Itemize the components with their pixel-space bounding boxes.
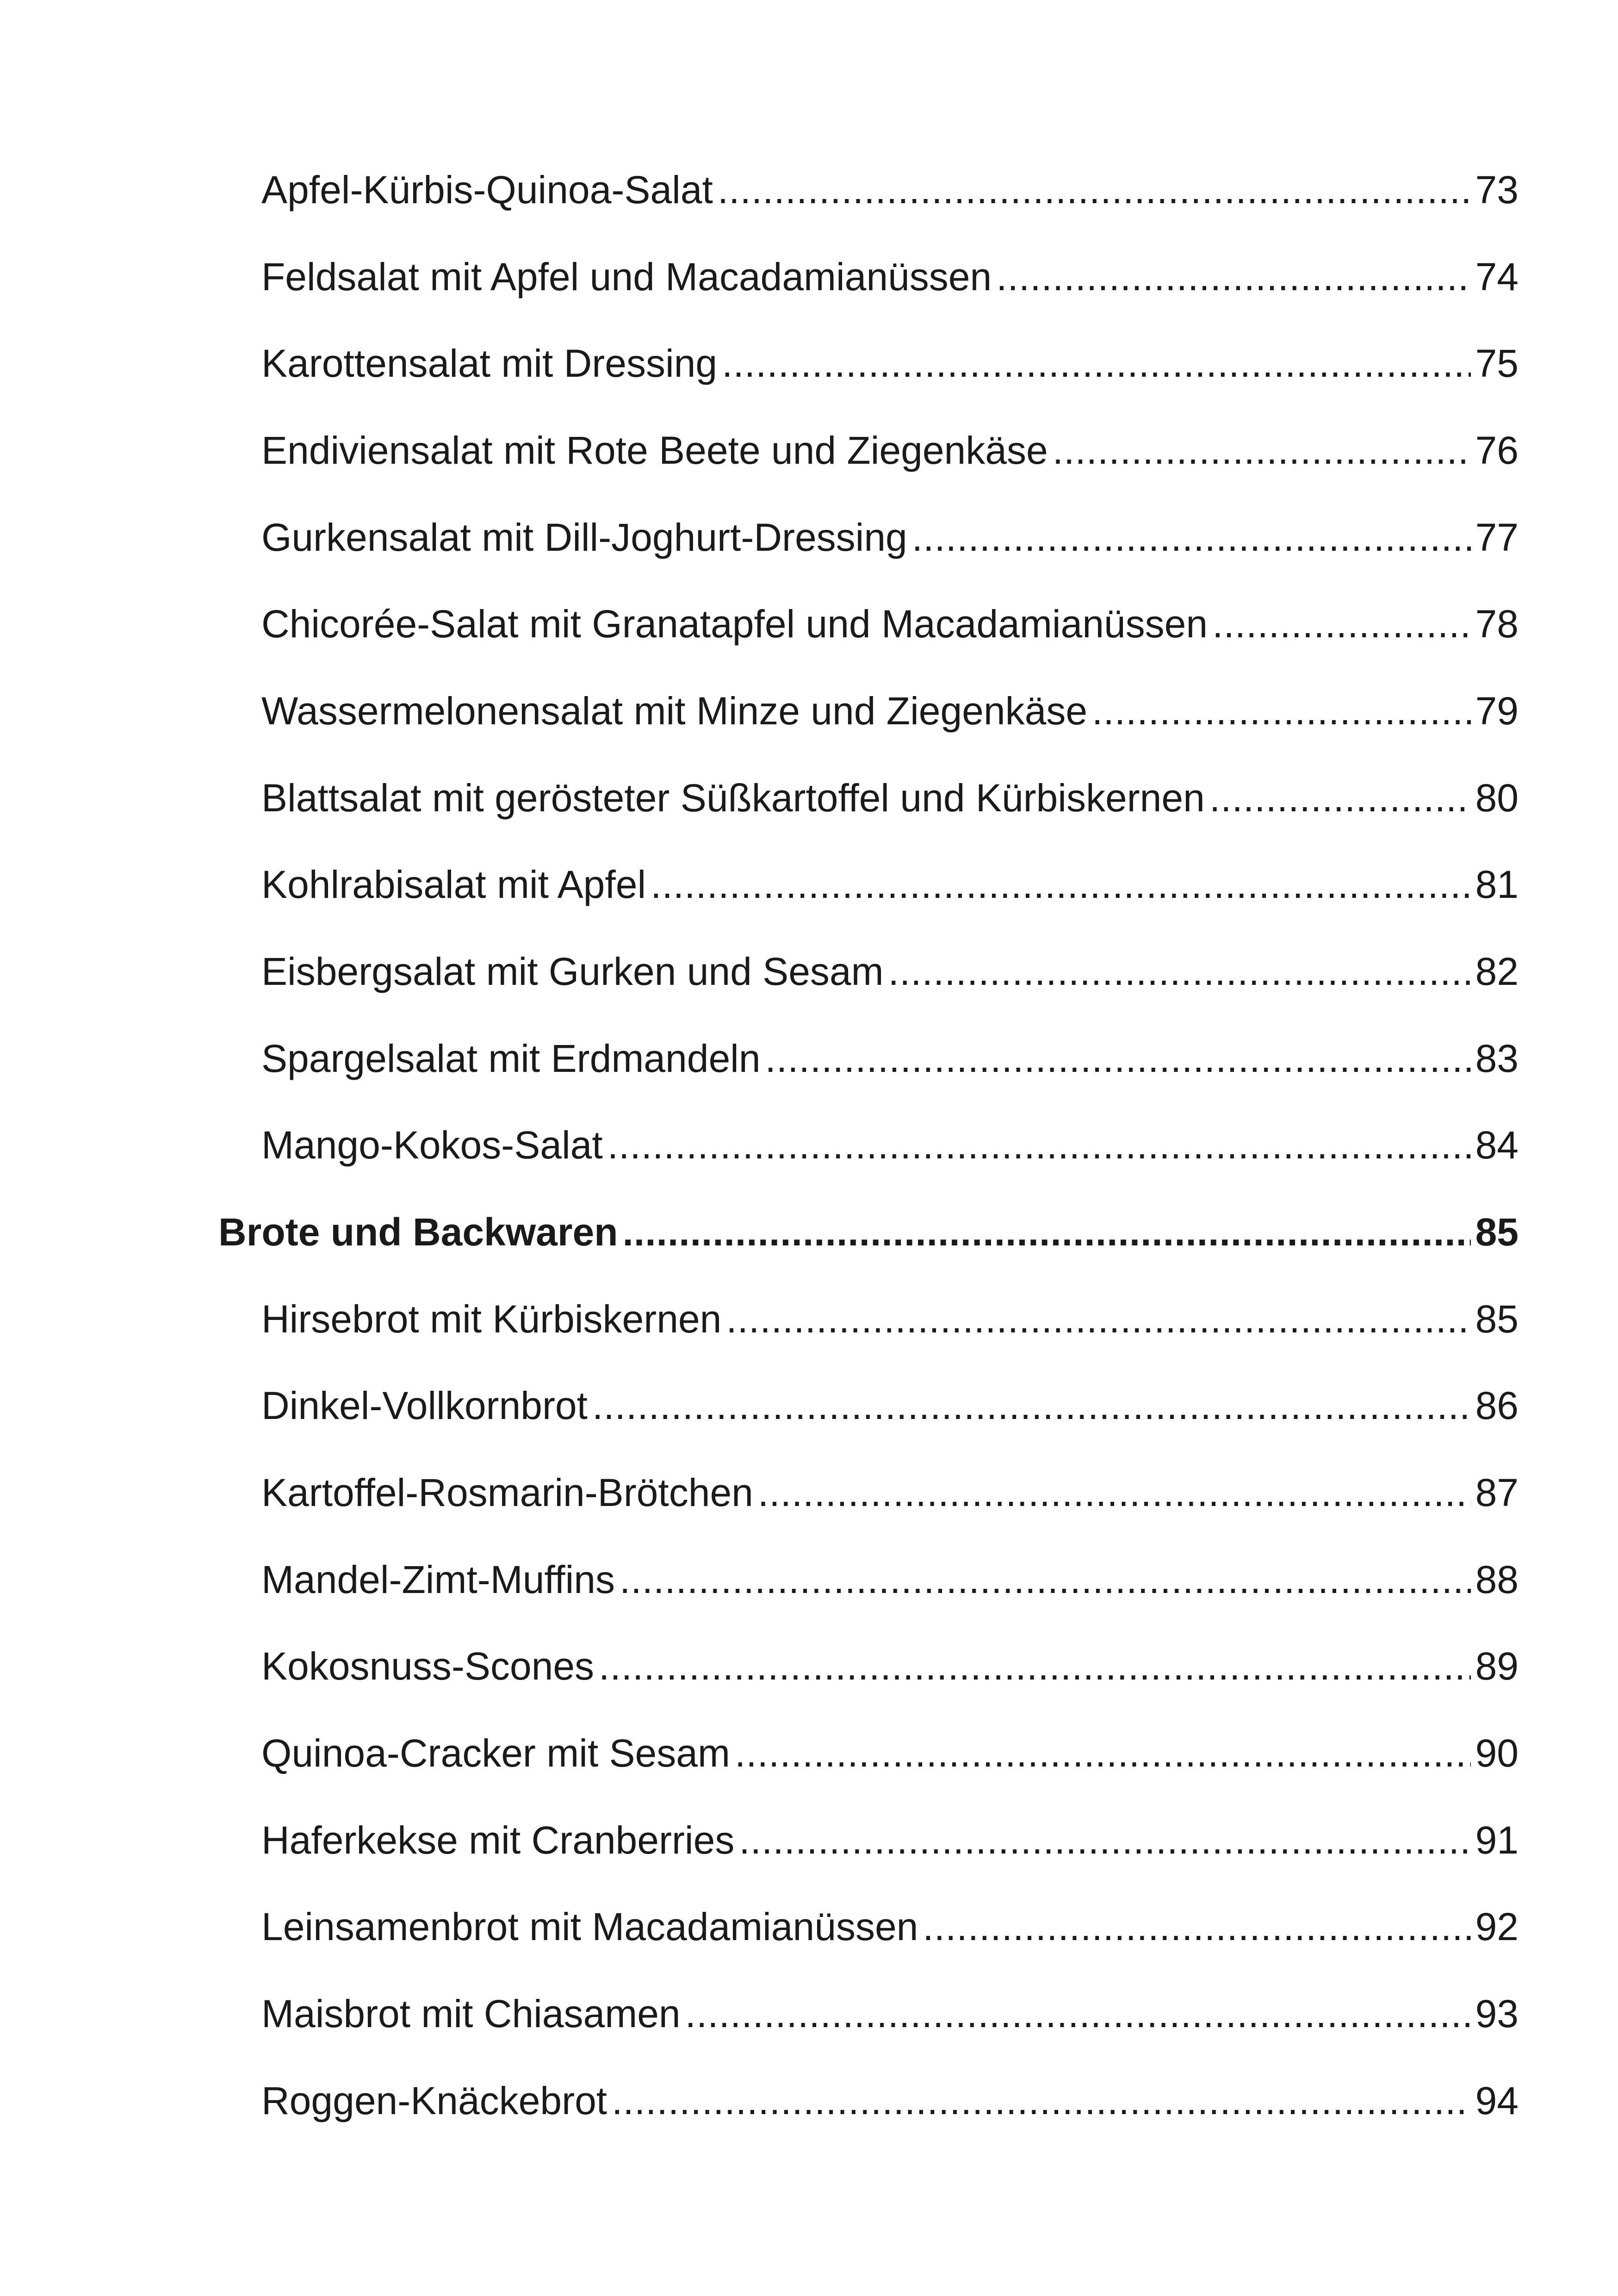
toc-entry-title: Karottensalat mit Dressing (261, 342, 718, 385)
dot-leader (888, 946, 1471, 997)
toc-entry-title: Feldsalat mit Apfel und Macadamianüssen (261, 255, 992, 299)
toc-entry-title: Wassermelonensalat mit Minze und Ziegenkäse (261, 689, 1088, 733)
toc-entry-page: 73 (1475, 168, 1519, 212)
dot-leader (612, 2075, 1470, 2126)
dot-leader (1092, 685, 1471, 736)
toc-entry[interactable] (261, 1641, 1519, 1692)
toc-entry-title: Hirsebrot mit Kürbiskernen (261, 1297, 722, 1341)
toc-entry-page: 83 (1475, 1037, 1519, 1080)
dot-leader (739, 1815, 1470, 1866)
toc-entry-page: 92 (1475, 1905, 1519, 1948)
toc-entry[interactable] (261, 338, 1519, 389)
toc-entry[interactable] (261, 1988, 1519, 2039)
toc-entry-title: Apfel-Kürbis-Quinoa-Salat (261, 168, 713, 212)
toc-entry-title: Endiviensalat mit Rote Beete und Ziegenkäse (261, 429, 1048, 472)
toc-entry-page: 75 (1475, 342, 1519, 385)
toc-entry[interactable] (261, 1554, 1519, 1605)
toc-entry[interactable] (261, 1294, 1519, 1344)
dot-leader (620, 1554, 1471, 1605)
toc-entry-title: Kartoffel-Rosmarin-Brötchen (261, 1471, 753, 1514)
dot-leader (726, 1294, 1470, 1344)
dot-leader (651, 859, 1470, 910)
dot-leader (1209, 772, 1471, 823)
toc-entry-page: 82 (1475, 950, 1519, 993)
toc-entry-title: Mango-Kokos-Salat (261, 1123, 603, 1167)
toc-entry[interactable] (261, 772, 1519, 823)
toc-entry-title: Mandel-Zimt-Muffins (261, 1558, 615, 1601)
toc-entry-title: Kohlrabisalat mit Apfel (261, 863, 646, 906)
toc-entry[interactable] (261, 251, 1519, 302)
toc-entry-page: 94 (1475, 2079, 1519, 2122)
toc-entry-page: 84 (1475, 1123, 1519, 1167)
toc-entry-page: 78 (1475, 602, 1519, 646)
dot-leader (923, 1901, 1470, 1952)
dot-leader (685, 1988, 1471, 2039)
toc-entry-page: 79 (1475, 689, 1519, 733)
toc-section-title: Brote und Backwaren (218, 1210, 618, 1254)
toc-entry[interactable] (261, 164, 1519, 215)
dot-leader (912, 512, 1471, 563)
toc-entry-title: Leinsamenbrot mit Macadamianüssen (261, 1905, 918, 1948)
toc-entry-title: Haferkekse mit Cranberries (261, 1818, 735, 1862)
dot-leader (735, 1728, 1471, 1779)
toc-entry[interactable] (261, 859, 1519, 910)
toc-entry-title: Quinoa-Cracker mit Sesam (261, 1731, 730, 1775)
toc-entry-title: Blattsalat mit gerösteter Süßkartoffel und Kürbiskernen (261, 776, 1205, 820)
dot-leader (592, 1380, 1471, 1431)
dot-leader (718, 164, 1471, 215)
dot-leader (599, 1641, 1471, 1692)
toc-entry[interactable] (261, 1815, 1519, 1866)
toc-entry-title: Kokosnuss-Scones (261, 1644, 595, 1688)
dot-leader (608, 1120, 1471, 1170)
toc-entry-page: 87 (1475, 1471, 1519, 1514)
toc-entry[interactable] (261, 512, 1519, 563)
toc-entry[interactable] (261, 1033, 1519, 1084)
toc-entry[interactable] (261, 1120, 1519, 1170)
toc-entry-page: 77 (1475, 516, 1519, 559)
toc-entry[interactable] (261, 946, 1519, 997)
toc-entry-title: Eisbergsalat mit Gurken und Sesam (261, 950, 884, 993)
toc-entry-title: Spargelsalat mit Erdmandeln (261, 1037, 761, 1080)
toc-entry-title: Chicorée-Salat mit Granatapfel und Macadamianüssen (261, 602, 1208, 646)
toc-entry-page: 80 (1475, 776, 1519, 820)
toc-entry-page: 93 (1475, 1992, 1519, 2035)
dot-leader (1053, 425, 1471, 476)
toc-entry[interactable] (261, 2075, 1519, 2126)
toc-entry[interactable] (261, 1467, 1519, 1518)
toc-entry-title: Roggen-Knäckebrot (261, 2079, 608, 2122)
toc-entry[interactable] (261, 598, 1519, 649)
toc-entry-page: 90 (1475, 1731, 1519, 1775)
toc-entry[interactable] (261, 1901, 1519, 1952)
dot-leader (765, 1033, 1471, 1084)
toc-entry[interactable] (261, 1728, 1519, 1779)
toc-entry-page: 89 (1475, 1644, 1519, 1688)
toc-entry-page: 88 (1475, 1558, 1519, 1601)
dot-leader (758, 1467, 1471, 1518)
dot-leader (623, 1207, 1471, 1257)
toc-entry[interactable] (261, 685, 1519, 736)
toc-entry[interactable] (261, 425, 1519, 476)
dot-leader (1212, 598, 1470, 649)
toc-entry-page: 76 (1475, 429, 1519, 472)
toc-entry-page: 91 (1475, 1818, 1519, 1862)
toc-entry-page: 74 (1475, 255, 1519, 299)
toc-entry-title: Gurkensalat mit Dill-Joghurt-Dressing (261, 516, 907, 559)
dot-leader (722, 338, 1470, 389)
toc-section-heading[interactable] (218, 1207, 1519, 1257)
toc-entry-page: 85 (1475, 1297, 1519, 1341)
toc-entry-title: Dinkel-Vollkornbrot (261, 1384, 588, 1427)
toc-entry[interactable] (261, 1380, 1519, 1431)
dot-leader (996, 251, 1470, 302)
toc-entry-page: 81 (1475, 863, 1519, 906)
toc-section-page: 85 (1475, 1210, 1519, 1254)
toc-entry-page: 86 (1475, 1384, 1519, 1427)
toc-entry-title: Maisbrot mit Chiasamen (261, 1992, 681, 2035)
